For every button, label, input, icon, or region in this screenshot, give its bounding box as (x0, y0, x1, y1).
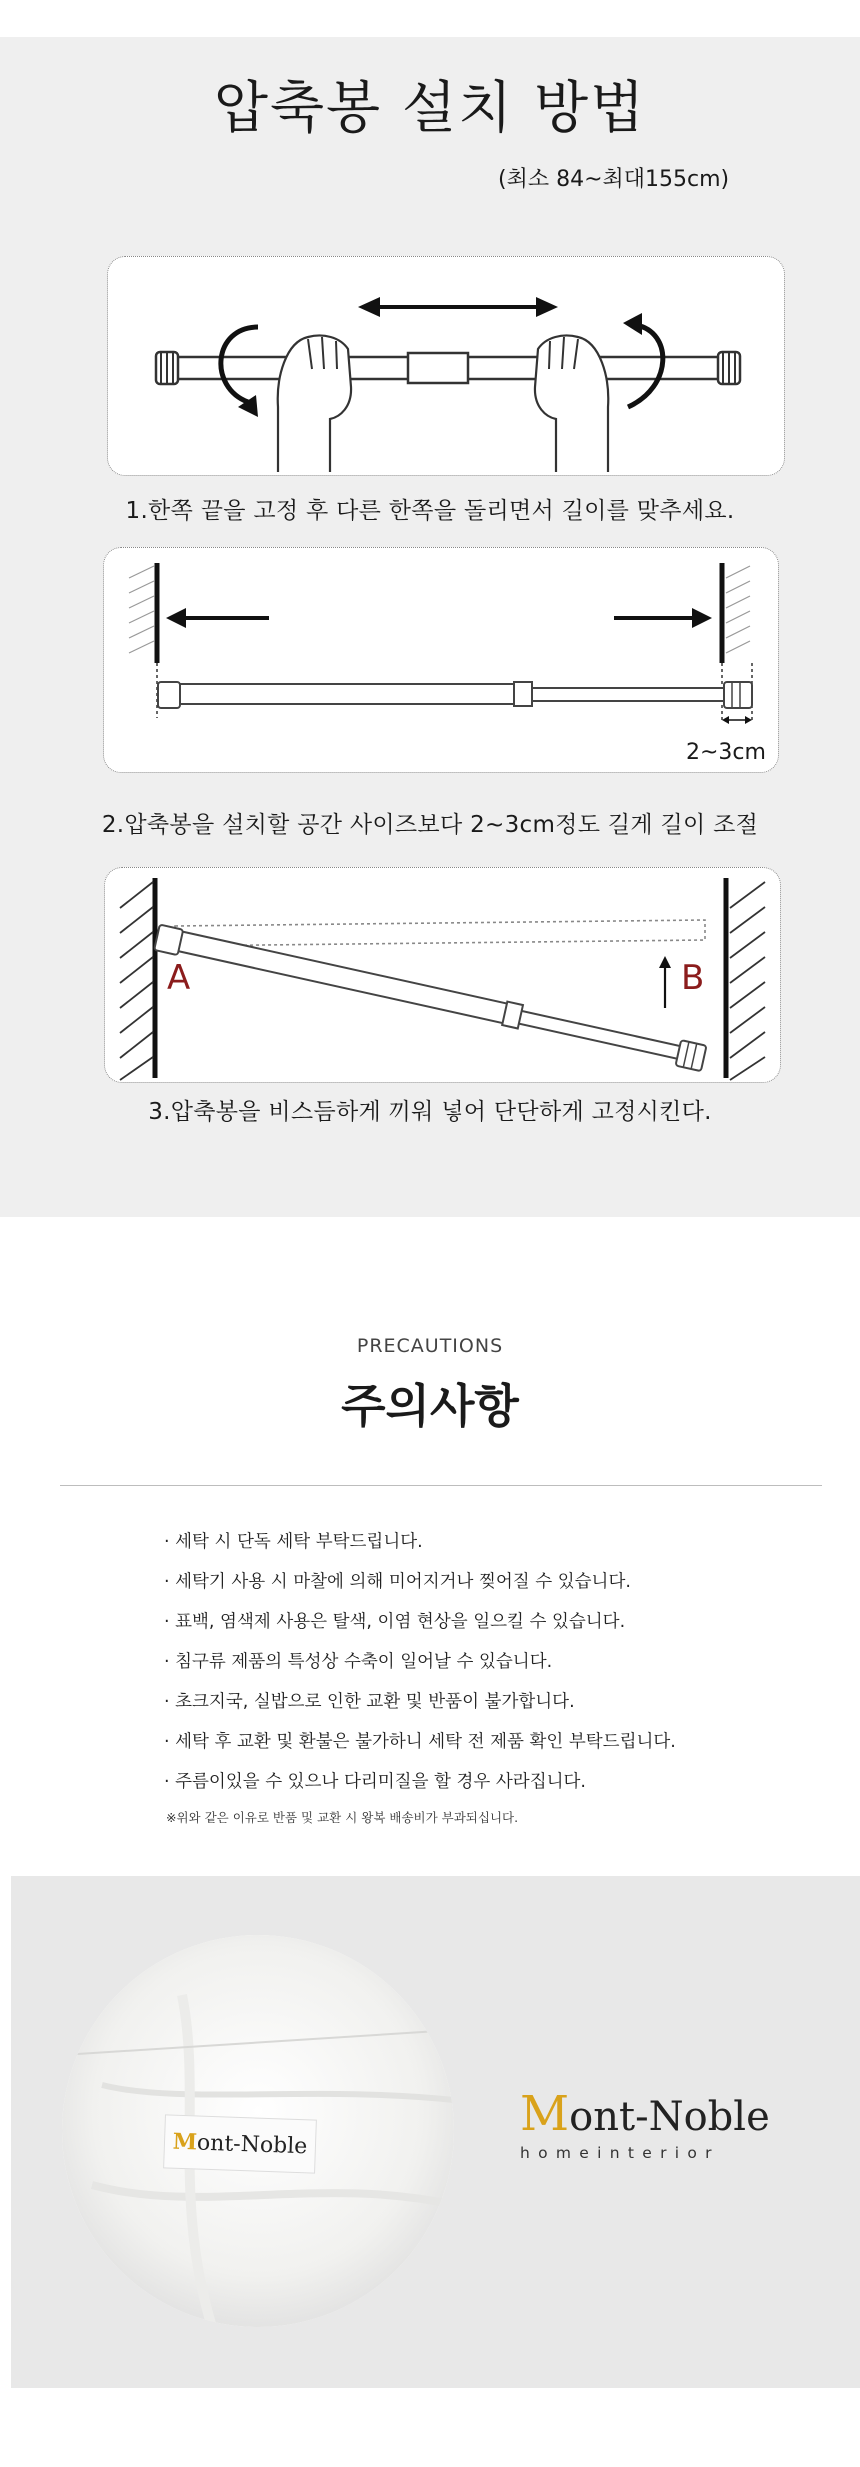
precaution-item: · 초크지국, 실밥으로 인한 교환 및 반품이 불가합니다. (164, 1692, 575, 1712)
point-b-label: B (681, 958, 705, 998)
brand-initial: M (520, 2086, 570, 2142)
tag-brand-rest: ont-Noble (196, 2130, 308, 2160)
precautions-divider (60, 1485, 822, 1486)
gap-label: 2~3cm (686, 740, 766, 765)
install-title: 압축봉 설치 방법 (213, 76, 647, 141)
step3-illustration (104, 867, 781, 1083)
step2-illustration (103, 547, 779, 773)
precaution-item: · 주름이있을 수 있으나 다리미질을 할 경우 사라집니다. (164, 1772, 586, 1792)
brand-subtitle: homeinterior (520, 2144, 720, 2162)
step3-text: 3.압축봉을 비스듬하게 끼워 넣어 단단하게 고정시킨다. (148, 1099, 712, 1125)
precautions-list (164, 1522, 676, 1802)
precaution-item: · 세탁기 사용 시 마찰에 의해 미어지거나 찢어질 수 있습니다. (164, 1572, 631, 1592)
rod-length-drawing (104, 548, 779, 773)
brand-logo (520, 2086, 790, 2162)
precaution-item: · 표백, 염색제 사용은 탈색, 이염 현상을 일으킬 수 있습니다. (164, 1612, 626, 1632)
precautions-note: ※위와 같은 이유로 반품 및 교환 시 왕복 배송비가 부과되십니다. (166, 1810, 519, 1825)
brand-name (520, 2086, 790, 2142)
precaution-item: · 침구류 제품의 특성상 수축이 일어날 수 있습니다. (164, 1652, 553, 1672)
rod-rotate-drawing (108, 257, 785, 476)
step1-illustration (107, 256, 785, 476)
precaution-item: · 세탁 후 교환 및 환불은 불가하니 세탁 전 제품 확인 부탁드립니다. (164, 1732, 676, 1752)
install-range: (최소 84~최대155cm) (498, 167, 730, 192)
point-a-label: A (167, 958, 191, 998)
precautions-heading-ko: 주의사항 (341, 1379, 519, 1433)
step1-text: 1.한쪽 끝을 고정 후 다른 한쪽을 돌리면서 길이를 맞추세요. (125, 498, 735, 524)
brand-name-rest: ont-Noble (569, 2094, 770, 2140)
step2-text: 2.압축봉을 설치할 공간 사이즈보다 2~3cm정도 길게 길이 조절 (101, 812, 759, 838)
fabric-label-tag (163, 2114, 317, 2173)
rod-insert-drawing (105, 868, 781, 1083)
precaution-item: · 세탁 시 단독 세탁 부탁드립니다. (164, 1532, 423, 1552)
precautions-heading-en: PRECAUTIONS (356, 1335, 504, 1357)
tag-brand-initial: M (172, 2128, 198, 2156)
